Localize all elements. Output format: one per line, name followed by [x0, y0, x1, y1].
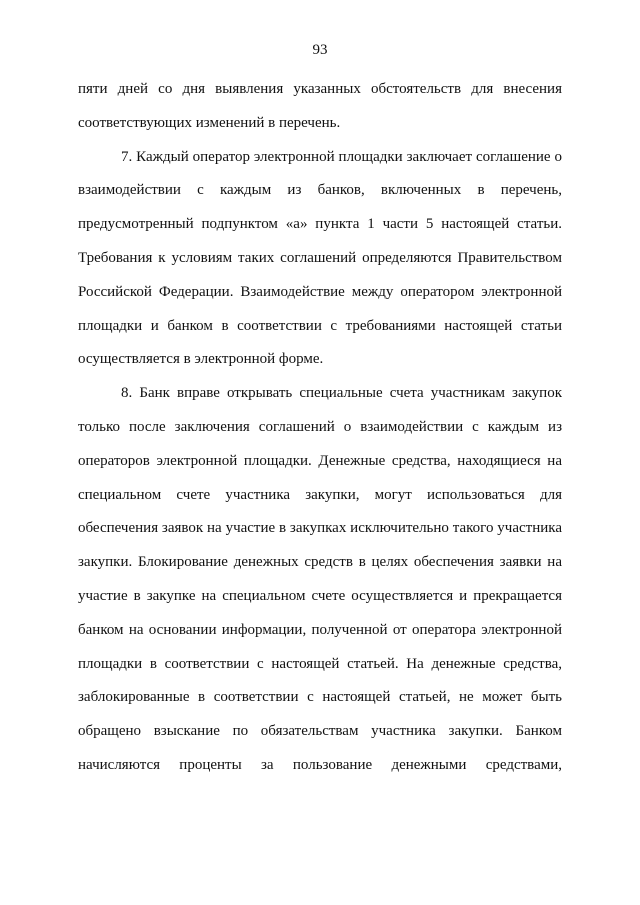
- text-line: пяти дней со дня выявления указанных обстоятельств для внесения: [78, 81, 562, 97]
- text-line: осуществляется в электронной форме.: [78, 351, 324, 368]
- text-line: предусмотренный подпунктом «а» пункта 1 части 5 настоящей статьи.: [78, 216, 562, 233]
- text-line: только после заключения соглашений о взаимодействии с каждым из: [78, 418, 562, 435]
- text-line: операторов электронной площадки. Денежные средства, находящиеся на: [78, 452, 562, 469]
- text-line: заблокированные в соответствии с настоящей статьей, не может быть: [78, 689, 562, 706]
- text-line: 8. Банк вправе открывать специальные счета участникам закупок: [121, 385, 562, 402]
- text-line: начисляются проценты за пользование денежными средствами,: [78, 756, 562, 773]
- text-line: Российской Федерации. Взаимодействие между оператором электронной: [78, 283, 562, 300]
- text-line: взаимодействии с каждым из банков, включенных в перечень,: [78, 182, 562, 199]
- text-line: соответствующих изменений в перечень.: [78, 114, 341, 131]
- text-line: обеспечения заявок на участие в закупках исключительно такого участника: [78, 520, 562, 537]
- text-line: 7. Каждый оператор электронной площадки заключает соглашение о: [121, 148, 562, 165]
- text-line: закупки. Блокирование денежных средств в целях обеспечения заявки на: [78, 554, 562, 571]
- text-line: специальном счете участника закупки, могут использоваться для: [78, 486, 562, 503]
- text-line: площадки и банком в соответствии с требованиями настоящей статьи: [78, 317, 562, 334]
- document-body: [78, 73, 562, 783]
- text-line: Требования к условиям таких соглашений определяются Правительством: [78, 249, 562, 266]
- text-line: обращено взыскание по обязательствам участника закупки. Банком: [78, 723, 562, 740]
- page-number: 93: [312, 42, 328, 58]
- text-line: участие в закупке на специальном счете осуществляется и прекращается: [78, 587, 562, 604]
- text-line: площадки в соответствии с настоящей статьей. На денежные средства,: [78, 655, 562, 672]
- text-line: банком на основании информации, полученной от оператора электронной: [78, 621, 562, 638]
